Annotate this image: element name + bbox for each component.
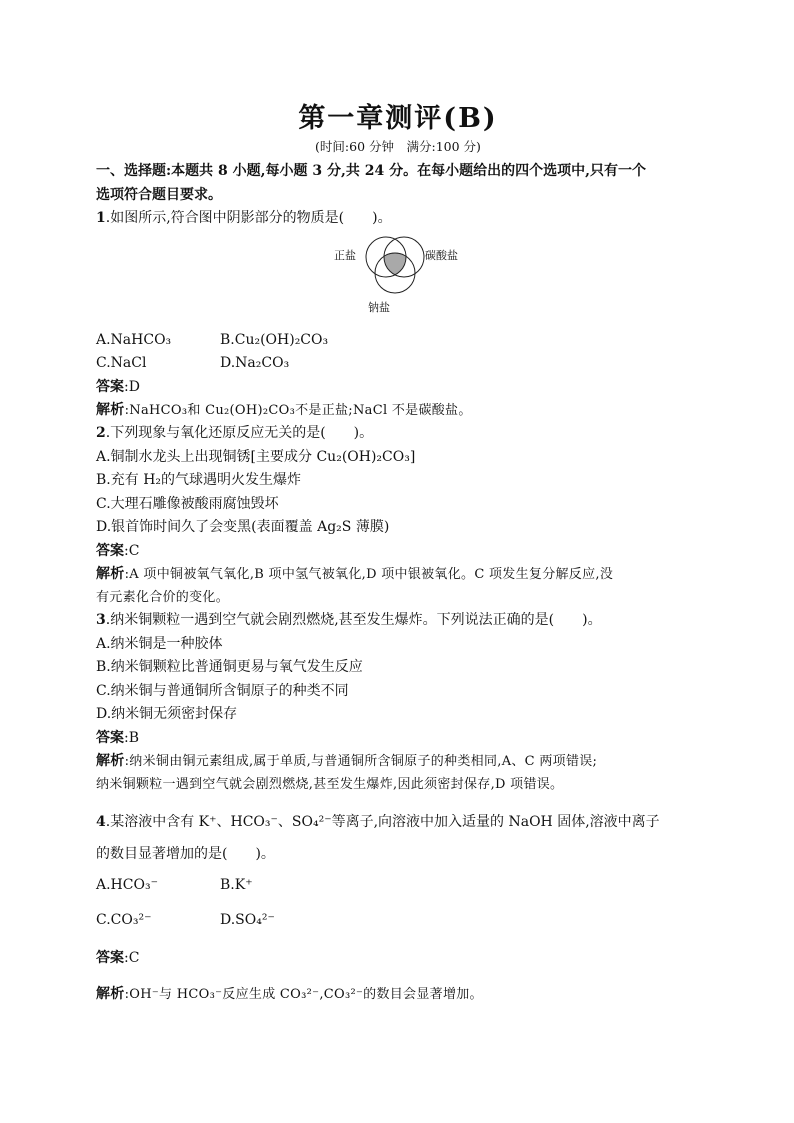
q2-option-a: A.铜制水龙头上出现铜锈[主要成分 Cu₂(OH)₂CO₃]: [96, 448, 416, 465]
answer-label: 答案: [96, 378, 124, 395]
q1-stem: .如图所示,符合图中阴影部分的物质是( )。: [105, 210, 392, 226]
answer-label: 答案: [96, 729, 124, 746]
q3-stem-line: [96, 609, 700, 633]
venn-label-bottom: 钠盐: [368, 300, 390, 314]
q4-number: 4: [96, 814, 106, 830]
q1-option-b: B.Cu₂(OH)₂CO₃: [220, 331, 329, 348]
q1-answer: D: [128, 378, 140, 395]
q4-explanation: OH⁻与 HCO₃⁻反应生成 CO₃²⁻,CO₃²⁻的数目会显著增加。: [129, 987, 483, 1002]
exam-page: [96, 100, 700, 1013]
q1-option-d: D.Na₂CO₃: [220, 355, 290, 371]
explain-label: 解析: [96, 402, 125, 418]
q3-explanation-line2: 纳米铜颗粒一遇到空气就会剧烈燃烧,甚至发生爆炸,因此须密封保存,D 项错误。: [96, 777, 564, 792]
q2-option-d: D.银首饰时间久了会变黑(表面覆盖 Ag₂S 薄膜): [96, 519, 390, 535]
q4-answer-line: 答案:C: [96, 950, 140, 966]
q1-venn-diagram: [96, 235, 700, 323]
q4-options-row2: [96, 900, 700, 940]
q2-option-b: B.充有 H₂的气球遇明火发生爆炸: [96, 472, 302, 488]
q4-option-b: B.K⁺: [220, 877, 253, 893]
q1-explanation-line: 解析:NaHCO₃和 Cu₂(OH)₂CO₃不是正盐;NaCl 不是碳酸盐。: [96, 402, 472, 418]
q2-explanation-1: A 项中铜被氧气氧化,B 项中氢气被氧化,D 项中银被氧化。C 项发生复分解反应,没: [129, 567, 614, 582]
q1-number: 1: [96, 210, 106, 226]
answer-label: 答案: [96, 950, 124, 966]
exam-subtitle: (时间:60 分钟 满分:100 分): [315, 139, 481, 154]
page-title: 第一章测评(B): [298, 103, 498, 134]
q4-option-d: D.SO₄²⁻: [220, 912, 275, 928]
q2-explanation-line1: 解析:A 项中铜被氧气氧化,B 项中氢气被氧化,D 项中银被氧化。C 项发生复分解反应,没: [96, 566, 614, 582]
section-heading-line2: 选项符合题目要求。: [96, 186, 222, 203]
q3-option-b: B.纳米铜颗粒比普通铜更易与氧气发生反应: [96, 659, 363, 675]
q2-answer-line: 答案:C: [96, 542, 140, 559]
q4-answer: C: [128, 950, 140, 966]
explain-label: 解析: [96, 753, 125, 769]
q3-option-d: D.纳米铜无须密封保存: [96, 706, 238, 722]
q4-option-c: C.CO₃²⁻: [96, 912, 152, 928]
q2-explanation-line2: 有元素化合价的变化。: [96, 590, 230, 605]
q3-explanation-line1: 解析:纳米铜由铜元素组成,属于单质,与普通铜所含铜原子的种类相同,A、C 两项错误;: [96, 753, 598, 769]
q4-stem-line1: [96, 806, 700, 838]
q2-stem: .下列现象与氧化还原反应无关的是( )。: [105, 425, 374, 441]
q4-stem-a: .某溶液中含有 K⁺、HCO₃⁻、SO₄²⁻等离子,向溶液中加入适量的 NaOH 固体,溶液中离子: [105, 814, 660, 830]
q3-option-c: C.纳米铜与普通铜所含铜原子的种类不同: [96, 682, 349, 699]
q1-answer-line: 答案:D: [96, 378, 140, 395]
q2-answer: C: [128, 542, 140, 559]
q1-options-row2: [96, 352, 700, 376]
explain-label: 解析: [96, 986, 125, 1002]
q3-number: 3: [96, 612, 106, 628]
q4-stem-line2: 的数目显著增加的是( )。: [96, 846, 275, 862]
q1-explanation: NaHCO₃和 Cu₂(OH)₂CO₃不是正盐;NaCl 不是碳酸盐。: [129, 403, 472, 418]
explain-label: 解析: [96, 566, 125, 582]
q2-stem-line: [96, 422, 700, 446]
q1-option-c: C.NaCl: [96, 355, 147, 371]
q1-stem-line: [96, 207, 700, 231]
q3-stem: .纳米铜颗粒一遇到空气就会剧烈燃烧,甚至发生爆炸。下列说法正确的是( )。: [105, 612, 602, 628]
q3-answer: B: [128, 729, 140, 746]
q4-options-row1: [96, 870, 700, 900]
answer-label: 答案: [96, 542, 124, 559]
q4-explanation-line: 解析:OH⁻与 HCO₃⁻反应生成 CO₃²⁻,CO₃²⁻的数目会显著增加。: [96, 986, 483, 1002]
q4-option-a: A.HCO₃⁻: [96, 877, 158, 893]
q1-option-a: A.NaHCO₃: [96, 331, 172, 348]
q3-answer-line: 答案:B: [96, 729, 140, 746]
q3-option-a: A.纳米铜是一种胶体: [96, 635, 223, 652]
venn-label-right: 碳酸盐: [425, 248, 458, 262]
venn-label-left: 正盐: [334, 248, 356, 262]
q1-options-row1: [96, 329, 700, 353]
q3-explanation-1: 纳米铜由铜元素组成,属于单质,与普通铜所含铜原子的种类相同,A、C 两项错误;: [129, 754, 598, 769]
q2-option-c: C.大理石雕像被酸雨腐蚀毁坏: [96, 495, 279, 512]
section-heading-line1: 一、选择题:本题共 8 小题,每小题 3 分,共 24 分。在每小题给出的四个选项中,只有一个: [96, 163, 646, 179]
venn-circles: [348, 235, 458, 305]
q2-number: 2: [96, 425, 106, 441]
